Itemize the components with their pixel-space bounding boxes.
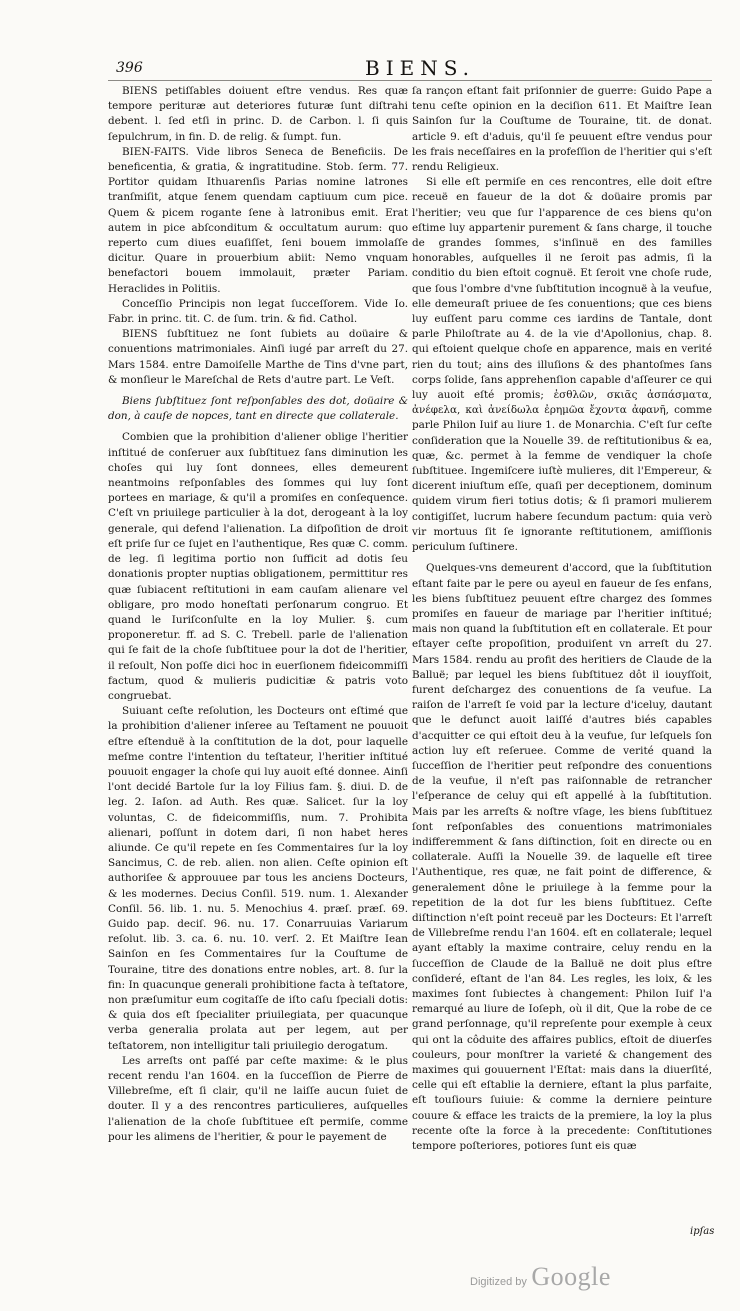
page-number: 396	[116, 60, 143, 76]
paragraph-perissable-goods: BIENS petiſſables doiuent eſtre vendus. Res quæ tempore perituræ aut deteriores futuræ ſunt diſtrahi debent. l. ſed etſi in princ. D. de Carbon. l. ſi quis ſepulchrum, in fin. D. de relig. & ſumpt. fun.	[108, 85, 408, 143]
paragraph-ransom: ſa rançon eſtant fait priſonnier de guerre: Guido Pape a tenu ceſte opinion en la deciſion 611. Et Maiſtre Iean Sainſon ſur la Couſtume de Touraine, tit. de donat. article 9. eſt d'aduis, qu'il ſe peuuent eſtre vendus pour les frais neceſſaires en la profeſſion de l'heritier qui s'eſt rendu Religieux.	[412, 85, 712, 174]
google-logo: Google	[531, 1262, 611, 1291]
paragraph-prohibition: Combien que la prohibition d'aliener oblige l'heritier inſtitué de conſeruer aux ſubſtituez ſans diminution les choſes qui luy ſont donnees, elles demeurent neantmoins reſponſables des ſommes qui luy ſont portees en mariage, & qu'il a promiſes en conſequence. C'eſt vn priuilege particulier à la dot, derogeant à la loy generale, qui defend l'alienation. La diſpoſition de droit eſt priſe ſur ce ſujet en l'authentique, Res quæ C. comm. de leg. ſi legitima portio non ſufficit ad dotis ſeu donationis propter nuptias obligationem, permittitur res quæ ſubiacent reſtitutioni in eam cauſam alienare vel obligare, pro modo honeſtati perſonarum congruo. Et quand le Iuriſconſulte en la loy Mulier. §. cum proponeretur. ff. ad S. C. Trebell. parle de l'alienation qui ſe fait de la choſe ſubſtituee pour la dot de l'heritier, il reſoult, Non poſſe dici hoc in euerſionem fideicommiſſi factum, quod & mulieris pudicitiæ & patris voto congruebat.	[108, 431, 408, 702]
paragraph-tantale: Si elle eſt permiſe en ces rencontres, elle doit eſtre receuë en faueur de la dot & doüaire promis par l'heritier; veu que ſur l'apparence de ces biens qu'on eſtime luy appartenir purement & ſans charge, il touche de grandes ſommes, s'inſinuë en des familles honorables, auſquelles il ne ſeroit pas admis, ſi la conditio du bien eſtoit cognuë. Et ſeroit vne choſe rude, que ſous l'ombre d'vne ſubſtitution incognuë à la veufue, elle demeuraſt priuee de ſes conuentions; que ces biens luy euſſent paru comme ces iardins de Tantale, dont parle Philoſtrate au 4. de la vie d'Apollonius, chap. 8. qui eſtoient quelque choſe en apparence, mais en verité rien du tout; ains des illuſions & des phantoſmes ſans corps ſolide, ſans apprehenſion capable d'aſſeurer ce qui luy auoit eſté promis; ἐσθλῶν, σκιᾶς ἀσπάσματα, ἀνέφελα, καὶ ἀνείδωλα ἐρημῶα ἔχοντα ἀφανῆ, comme parle Philon Iuif au liure 1. de Monarchia. C'eſt ſur ceſte conſideration que la Nouelle 39. de reſtitutionibus & ea, quæ, &c. permet à la femme de vendiquer la choſe ſubſtituee. Ingemiſcere iuſtè mulieres, dit l'Empereur, & dicerent iniuſtum eſſe, quaſi per deceptionem, dominum quidem virum fieri totius dotis; & ſi pramori mulierem contigiſſet, lucrum habere ſecundum pactum: quia verò vir mortuus ſit ſe ignorante reſtitutionem, amiſſionis periculum ſuſtinere.	[412, 176, 712, 554]
digitized-by-watermark	[470, 1262, 611, 1292]
right-column	[412, 84, 712, 1220]
paragraph-docteurs: Suiuant ceſte reſolution, les Docteurs ont eſtimé que la prohibition d'aliener inſeree au Teſtament ne pouuoit eſtre eſtenduë à la conſtitution de la dot, pour laquelle meſme contre l'intention du teſtateur, l'heritier inſtitué pouuoit engager la choſe qui luy auoit eſté donnee. Ainſi l'ont decidé Bartole ſur la loy Filius fam. §. diui. D. de leg. 2. Iaſon. ad Auth. Res quæ. Salicet. ſur la loy voluntas, C. de fideicommiſſis, num. 7. Prohibita alienari, poſſunt in dotem dari, ſi non habet heres aliunde. Ce qu'il repete en ſes Commentaires ſur la loy Sancimus, C. de reb. alien. non alien. Ceſte opinion eſt authoriſee & approuuee par tous les anciens Docteurs, & les modernes. Decius Conſil. 519. num. 1. Alexander Conſil. 56. lib. 1. nu. 5. Menochius 4. præſ. præſ. 69. Guido pap. deciſ. 96. nu. 17. Conarruuias Variarum reſolut. lib. 3. ca. 6. nu. 10. verſ. 2. Et Maiſtre Iean Sainſon en ſes Commentaires ſur la Couſtume de Touraine, titre des donations entre nobles, art. 8. ſur la fin: In quacunque generali prohibitione facta à teſtatore, non præſumitur eum cogitaſſe de iſto caſu ſpeciali dotis: & quia dos eſt ſpecialiter priuilegiata, per quacunque verba generalia prolata aut per legem, aut per teſtatorem, non intelligitur tali priuilegio derogatum.	[108, 705, 408, 1052]
left-column	[108, 84, 408, 1220]
header-rule	[108, 80, 712, 81]
paragraph-biens-substituez: BIENS ſubſtituez ne ſont ſubiets au doüaire & conuentions matrimoniales. Ainſi iugé par arreſt du 27. Mars 1584. entre Damoiſelle Marthe de Tins d'vne part, & monſieur le Mareſchal de Rets d'autre part. Le Veſt.	[108, 328, 408, 386]
section-heading: Biens ſubſtituez ſont reſponſables des dot, doüaire & don, à cauſe de nopces, tant en directe que collaterale.	[108, 395, 408, 423]
paragraph-quelques-vns: Quelques-vns demeurent d'accord, que la ſubſtitution eſtant faite par le pere ou ayeul en faueur de ſes enfans, les biens ſubſtituez peuuent eſtre chargez des ſommes promiſes en faueur de mariage par l'heritier inſtitué; mais non quand la ſubſtitution eſt en collaterale. Et pour eſtayer ceſte propoſition, produiſent vn arreſt du 27. Mars 1584. rendu au profit des heritiers de Claude de la Balluë; par lequel les biens ſubſtituez dôt il iouyſſoit, furent deſchargez des conuentions de ſa veufue. La raiſon de l'arreſt ſe void par la lecture d'iceluy, dautant que le defunct auoit laiſſé d'autres biés capables d'acquitter ce qui eſtoit deu à la veufue, ſur leſquels ſon action luy eſt reſeruee. Comme de verité quand la ſucceſſion de l'heritier peut reſpondre des conuentions de la veufue, il n'eſt pas raiſonnable de retrancher l'eſperance de celuy qui eſt appellé à la ſubſtitution. Mais par les arreſts & noſtre vſage, les biens ſubſtituez ſont reſponſables des conuentions matrimoniales indifferemment & ſans diſtinction, ſoit en directe ou en collaterale. Auſſi la Nouelle 39. de laquelle eſt tiree l'Authentique, res quæ, ne fait point de difference, & generalement dône le priuilege à la femme pour la repetition de la dot ſur les biens ſubſtituez. Ceſte diſtinction n'eſt point receuë par les Docteurs: Et l'arreſt de Villebreſme rendu l'an 1604. eſt en collaterale; lequel ayant eſtably la maxime contraire, celuy rendu en la ſucceſſion de Claude de la Balluë ne doit plus eſtre conſideré, eſtant de l'an 84. Les regles, les loix, & les maximes ſont ſubiectes à changement: Philon Iuif l'a remarqué au liure de Ioſeph, où il dit, Que la robe de ce grand perſonnage, qu'il repreſente pour exemple à ceux qui ont la côduite des affaires publics, eſtoit de diuerſes couleurs, pour monſtrer la varieté & changement des maximes qui gouuernent l'Eſtat: mais dans la diuerſité, celle qui eſt eſtablie la derniere, eſtant la plus parfaite, eſt touſiours ſuiuie: & comme la derniere peinture couure & efface les traicts de la premiere, la loy la plus recente oſte la force à la precedente: Conſtitutiones tempore poſteriores, potiores ſunt eis quæ	[412, 562, 712, 1153]
running-title: BIENS.	[365, 56, 476, 80]
digitized-by-label: Digitized by	[470, 1276, 527, 1288]
paragraph-bienfaits: BIEN-FAITS. Vide libros Seneca de Beneficiis. De beneficentia, & gratia, & ingratitudine. Stob. ſerm. 77. Portitor quidam Ithuarenſis Parias nomine latrones tranſmiſit, atque ſenem quendam captiuum cum pice. Quem & picem rogante ſene à latronibus emit. Erat autem in pice abſconditum & occultatum aurum: quo reperto cum diues euaſiſſet, ſeni bouem immolaſſe dicitur. Quare in prouerbium abiit: Nemo vnquam benefactori bouem immolauit, præter Pariam. Heraclides in Politiis.	[108, 145, 408, 295]
catchword: ipſas	[690, 1226, 715, 1237]
paragraph-arrests: Les arreſts ont paſſé par ceſte maxime: & le plus recent rendu l'an 1604. en la ſucceſſion de Pierre de Villebreſme, eſt ſi clair, qu'il ne laiſſe aucun ſuiet de douter. Il y a des rencontres particulieres, auſquelles l'alienation de la choſe ſubſtituee eſt permiſe, comme pour les alimens de l'heritier, & pour le payement de	[108, 1054, 408, 1143]
paragraph-concessio-principis: Conceſſio Principis non legat ſucceſſorem. Vide Io. Fabr. in princ. tit. C. de ſum. trin. & fid. Cathol.	[108, 297, 408, 326]
